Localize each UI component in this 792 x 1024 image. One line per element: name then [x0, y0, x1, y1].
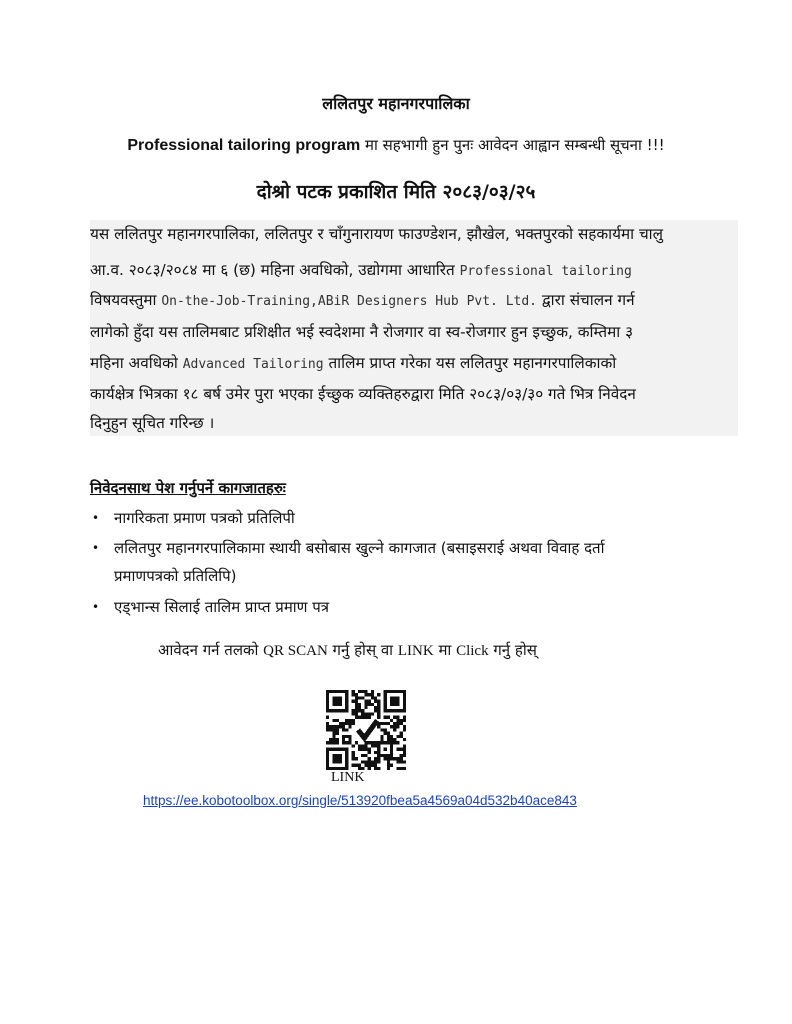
body-text: द्वारा संचालन गर्न	[537, 291, 635, 309]
body-course-name: Advanced Tailoring	[182, 357, 324, 372]
qr-code-icon[interactable]	[326, 690, 406, 770]
body-text: आ.व. २०८३/२०८४ मा ६ (छ) महिना अवधिको, उद्योगमा आधारित	[90, 261, 460, 279]
organization-title: ललितपुर महानगरपालिका	[322, 94, 470, 113]
body-line: कार्यक्षेत्र भित्रका १८ बर्ष उमेर पुरा भएका ईच्छुक व्यक्तिहरुद्वारा मिति २०८३/०३/३० गते भित्र निवेदन	[90, 385, 636, 403]
link-label: LINK	[331, 770, 365, 785]
instruction-text: गर्नु होस् वा	[327, 641, 398, 659]
instruction-qr-text: QR SCAN	[263, 643, 328, 659]
body-line	[90, 290, 635, 312]
body-line: यस ललितपुर महानगरपालिका, ललितपुर र चाँगुनारायण फाउण्डेशन, झौखेल, भक्तपुरको सहकार्यमा चालु	[90, 225, 664, 243]
republished-date: दोश्रो पटक प्रकाशित मिति २०८३/०३/२५	[256, 181, 536, 203]
notice-body	[90, 220, 738, 436]
body-line: दिनुहुन सूचित गरिन्छ ।	[90, 414, 215, 432]
document-item: नागरिकता प्रमाण पत्रको प्रतिलिपी	[114, 509, 295, 527]
subject-text: मा सहभागी हुन पुनः आवेदन आह्वान सम्बन्धी सूचना !!!	[360, 136, 665, 154]
body-text: विषयवस्तुमा	[90, 291, 162, 309]
instruction-text: आवेदन गर्न तलको	[158, 641, 264, 659]
documents-heading: निवेदनसाथ पेश गर्नुपर्ने कागजातहरुः	[90, 479, 286, 497]
body-text: तालिम प्राप्त गरेका यस ललितपुर महानगरपालिकाको	[323, 354, 617, 372]
body-line	[90, 353, 616, 375]
instruction-text: मा	[433, 641, 457, 659]
instruction-click-text: Click	[456, 643, 489, 659]
body-line: लागेको हुँदा यस तालिमबाट प्रशिक्षीत भई स्वदेशमा नै रोजगार वा स्व-रोजगार हुन इच्छुक, कम्तिमा ३	[90, 323, 634, 341]
document-item: एड्भान्स सिलाई तालिम प्राप्त प्रमाण पत्र	[114, 598, 330, 616]
application-form-link[interactable]: https://ee.kobotoolbox.org/single/513920fbea5a4569a04d532b40ace843	[143, 793, 577, 808]
body-text: महिना अवधिको	[90, 354, 183, 372]
body-trainer-name: On-the-Job-Training,ABiR Designers Hub Pvt. Ltd.	[161, 294, 538, 309]
bullet-icon: •	[92, 541, 100, 555]
subject-program-name: Professional tailoring program	[127, 137, 361, 154]
body-line	[90, 260, 632, 282]
bullet-icon: •	[92, 600, 100, 614]
application-instruction	[158, 640, 537, 660]
instruction-text: गर्नु होस्	[488, 641, 537, 659]
bullet-icon: •	[92, 511, 100, 525]
body-program-name: Professional tailoring	[459, 264, 632, 279]
document-item-continuation: प्रमाणपत्रको प्रतिलिपि)	[114, 567, 237, 585]
notice-subject	[0, 135, 792, 155]
instruction-link-text: LINK	[397, 643, 434, 659]
document-item: ललितपुर महानगरपालिकामा स्थायी बसोबास खुल्ने कागजात (बसाइसराई अथवा विवाह दर्ता	[114, 539, 605, 557]
